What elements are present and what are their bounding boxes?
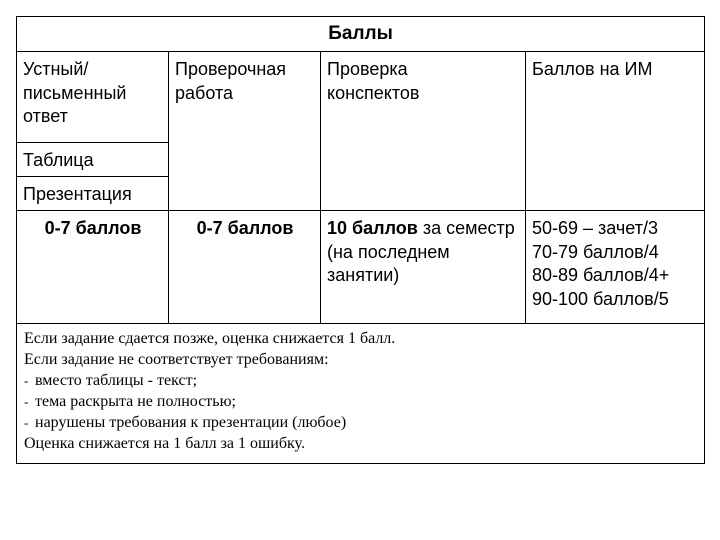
dash-bullet-icon: - xyxy=(24,415,29,430)
criteria-notes-check xyxy=(321,52,526,211)
grade-scale-line: 50-69 – зачет/3 xyxy=(532,218,658,238)
criteria-presentation: Презентация xyxy=(17,177,169,211)
notes-row xyxy=(17,324,705,464)
scores-row xyxy=(17,211,705,324)
criteria-line: Проверка xyxy=(327,59,408,79)
note-line: Если задание не соответствует требованиям: xyxy=(24,351,329,368)
criteria-line: письменный xyxy=(23,82,127,103)
score-col-3-bold: 10 баллов xyxy=(327,218,418,238)
dash-bullet-icon: - xyxy=(24,394,29,409)
grade-scale-line: 70-79 баллов/4 xyxy=(532,241,659,262)
criteria-test-work xyxy=(169,52,321,211)
criteria-row-1 xyxy=(17,52,705,143)
criteria-line: конспектов xyxy=(327,82,420,103)
criteria-line: ответ xyxy=(23,106,68,126)
table-title: Баллы xyxy=(17,17,705,52)
note-bullet-item xyxy=(24,391,697,412)
criteria-line: работа xyxy=(175,82,233,103)
criteria-im-points: Баллов на ИМ xyxy=(526,52,705,211)
note-bullet-text: вместо таблицы - текст; xyxy=(35,372,198,389)
grade-scale-line: 90-100 баллов/5 xyxy=(532,288,669,309)
note-bullet-text: тема раскрыта не полностью; xyxy=(35,393,236,410)
note-bullet-item xyxy=(24,370,697,391)
score-col-3 xyxy=(321,211,526,324)
note-line: Если задание сдается позже, оценка снижается 1 балл. xyxy=(24,330,396,347)
criteria-oral-written xyxy=(17,52,169,143)
note-bullet-text: нарушены требования к презентации (любое) xyxy=(35,414,347,431)
criteria-table: Таблица xyxy=(17,143,169,177)
penalty-notes xyxy=(17,324,705,464)
note-line: Оценка снижается на 1 балл за 1 ошибку. xyxy=(24,435,305,452)
score-col-2: 0-7 баллов xyxy=(169,211,321,324)
dash-bullet-icon: - xyxy=(24,373,29,388)
title-row xyxy=(17,17,705,52)
criteria-line: Устный/ xyxy=(23,59,89,79)
grading-table xyxy=(16,16,705,464)
note-bullet-item xyxy=(24,412,697,433)
score-col-4 xyxy=(526,211,705,324)
score-col-3-rest: за семестр (на последнем занятии) xyxy=(327,218,515,285)
grade-scale-line: 80-89 баллов/4+ xyxy=(532,265,670,285)
score-col-1: 0-7 баллов xyxy=(17,211,169,324)
criteria-line: Проверочная xyxy=(175,59,287,79)
